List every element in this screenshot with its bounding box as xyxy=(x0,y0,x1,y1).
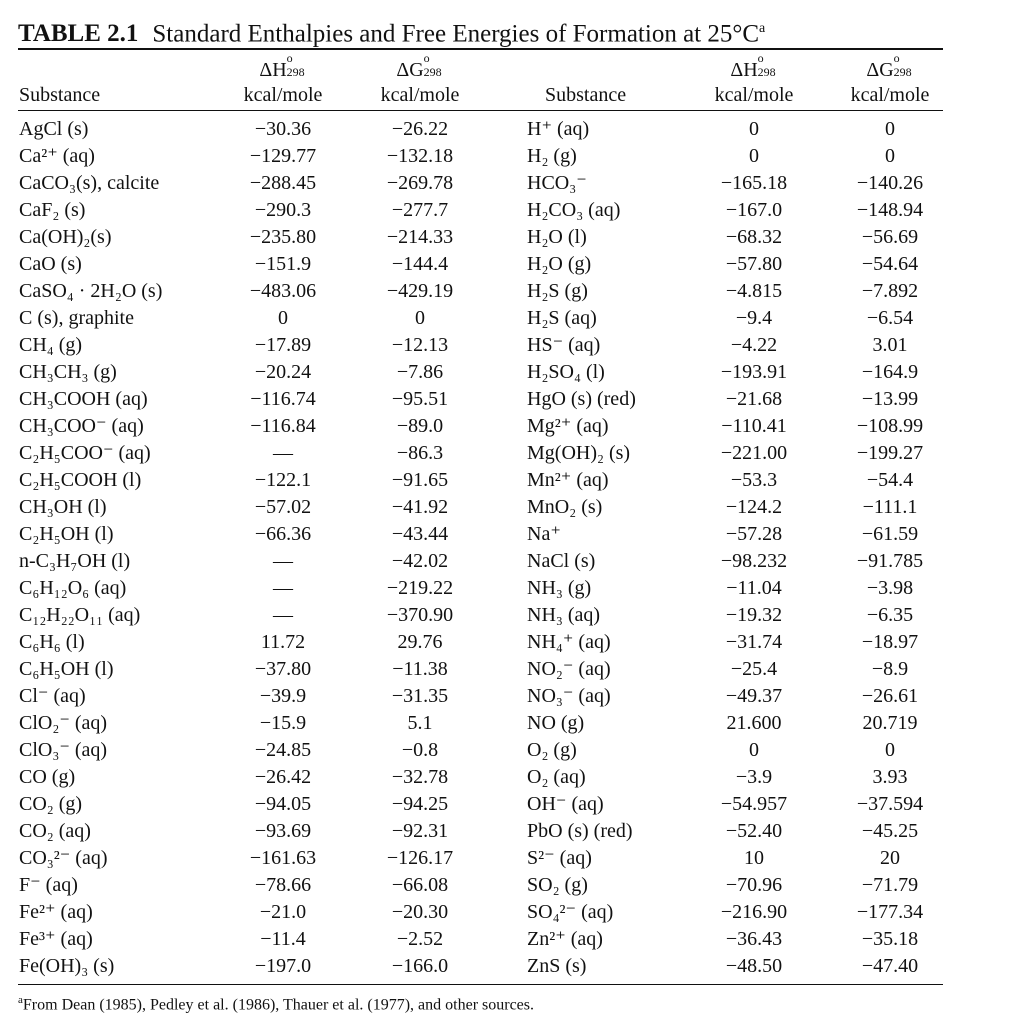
cell-free-energy-left: −132.18 xyxy=(386,145,454,167)
cell-substance-left: C₂H₅COOH (l) xyxy=(19,469,142,491)
cell-enthalpy-left: −116.84 xyxy=(250,415,316,437)
cell-free-energy-right: −35.18 xyxy=(861,928,919,950)
cell-free-energy-right: −164.9 xyxy=(861,361,919,383)
cell-free-energy-right: −47.40 xyxy=(861,955,919,977)
cell-enthalpy-right: −9.4 xyxy=(735,307,773,329)
cell-enthalpy-left: −94.05 xyxy=(254,793,312,815)
cell-enthalpy-right: −49.37 xyxy=(725,685,783,707)
cell-free-energy-right: 3.01 xyxy=(872,334,908,356)
cell-substance-left: Ca(OH)₂(s) xyxy=(19,226,112,248)
cell-enthalpy-left: −151.9 xyxy=(254,253,312,275)
header-rule xyxy=(18,110,943,111)
header-substance-left: Substance xyxy=(19,84,101,106)
cell-free-energy-left: −277.7 xyxy=(391,199,449,221)
cell-substance-left: C (s), graphite xyxy=(19,307,134,329)
cell-substance-right: NH₄⁺ (aq) xyxy=(527,631,611,653)
cell-substance-left: ClO₃⁻ (aq) xyxy=(19,739,108,761)
cell-substance-left: CO₂ (g) xyxy=(19,793,83,815)
cell-free-energy-right: −199.27 xyxy=(856,442,924,464)
cell-free-energy-right: −177.34 xyxy=(856,901,924,923)
cell-substance-left: Fe³⁺ (aq) xyxy=(19,928,93,950)
cell-substance-right: Mg²⁺ (aq) xyxy=(527,415,609,437)
cell-free-energy-right: −26.61 xyxy=(861,685,919,707)
cell-free-energy-right: −37.594 xyxy=(856,793,924,815)
cell-substance-left: CaO (s) xyxy=(19,253,82,275)
cell-free-energy-left: −7.86 xyxy=(396,361,444,383)
cell-enthalpy-left: −11.4 xyxy=(260,928,306,950)
cell-substance-left: CO₃²⁻ (aq) xyxy=(19,847,108,869)
cell-enthalpy-right: −57.28 xyxy=(725,523,783,545)
cell-substance-right: H₂S (g) xyxy=(527,280,588,302)
cell-free-energy-right: 20.719 xyxy=(862,712,918,734)
cell-free-energy-right: −140.26 xyxy=(856,172,924,194)
cell-free-energy-left: −89.0 xyxy=(396,415,444,437)
cell-enthalpy-left: −290.3 xyxy=(254,199,312,221)
cell-substance-left: CH₃OH (l) xyxy=(19,496,107,518)
cell-enthalpy-right: −3.9 xyxy=(735,766,773,788)
cell-enthalpy-right: −110.41 xyxy=(721,415,787,437)
cell-free-energy-left: −429.19 xyxy=(386,280,454,302)
table-caption: Standard Enthalpies and Free Energies of Formation at 25°C xyxy=(152,20,760,48)
header-enthalpy-right xyxy=(689,51,819,108)
cell-free-energy-right: 0 xyxy=(885,145,895,167)
cell-enthalpy-left: — xyxy=(273,577,293,599)
cell-substance-right: H⁺ (aq) xyxy=(527,118,590,140)
cell-enthalpy-left: −197.0 xyxy=(254,955,312,977)
free-energy-unit: kcal/mole xyxy=(380,84,460,106)
cell-substance-left: C₆H₁₂O₆ (aq) xyxy=(19,577,127,599)
cell-free-energy-left: −86.3 xyxy=(396,442,444,464)
cell-substance-left: CO (g) xyxy=(19,766,76,788)
cell-free-energy-right: 0 xyxy=(885,739,895,761)
footnote-text: From Dean (1985), Pedley et al. (1986), Thauer et al. (1977), and other sources. xyxy=(22,996,534,1014)
cell-enthalpy-left: −21.0 xyxy=(259,901,307,923)
cell-substance-right: S²⁻ (aq) xyxy=(527,847,592,869)
cell-substance-right: O₂ (aq) xyxy=(527,766,586,788)
cell-free-energy-right: −8.9 xyxy=(871,658,909,680)
cell-substance-left: CaCO₃(s), calcite xyxy=(19,172,160,194)
cell-enthalpy-left: −161.63 xyxy=(249,847,317,869)
cell-free-energy-left: −2.52 xyxy=(396,928,444,950)
cell-substance-left: F⁻ (aq) xyxy=(19,874,78,896)
cell-enthalpy-left: −39.9 xyxy=(259,685,307,707)
cell-enthalpy-left: −129.77 xyxy=(249,145,317,167)
cell-free-energy-right: −54.64 xyxy=(861,253,919,275)
cell-enthalpy-left: −17.89 xyxy=(254,334,312,356)
cell-substance-left: CH₄ (g) xyxy=(19,334,83,356)
cell-free-energy-right: −13.99 xyxy=(861,388,919,410)
cell-substance-right: SO₄²⁻ (aq) xyxy=(527,901,614,923)
cell-substance-right: NH₃ (g) xyxy=(527,577,592,599)
cell-free-energy-left: −214.33 xyxy=(386,226,454,248)
cell-free-energy-right: −54.4 xyxy=(866,469,914,491)
cell-enthalpy-right: −53.3 xyxy=(730,469,778,491)
cell-substance-right: Mn²⁺ (aq) xyxy=(527,469,609,491)
cell-free-energy-left: −43.44 xyxy=(391,523,449,545)
cell-free-energy-left: 5.1 xyxy=(407,712,433,734)
cell-free-energy-left: −42.02 xyxy=(391,550,449,572)
cell-substance-right: H₂ (g) xyxy=(527,145,577,167)
cell-enthalpy-right: −167.0 xyxy=(725,199,783,221)
header-free-energy-right xyxy=(825,51,955,108)
cell-enthalpy-right: −193.91 xyxy=(720,361,788,383)
cell-substance-right: NO₂⁻ (aq) xyxy=(527,658,611,680)
cell-enthalpy-left: −78.66 xyxy=(254,874,312,896)
cell-enthalpy-right: −25.4 xyxy=(730,658,778,680)
cell-substance-right: NO (g) xyxy=(527,712,585,734)
cell-enthalpy-left: −93.69 xyxy=(254,820,312,842)
header-free-energy-left xyxy=(355,51,485,108)
cell-substance-left: C₂H₅COO⁻ (aq) xyxy=(19,442,151,464)
cell-substance-right: PbO (s) (red) xyxy=(527,820,633,842)
cell-substance-left: Fe²⁺ (aq) xyxy=(19,901,93,923)
cell-free-energy-left: −370.90 xyxy=(386,604,454,626)
cell-enthalpy-right: 10 xyxy=(744,847,764,869)
cell-substance-right: O₂ (g) xyxy=(527,739,577,761)
cell-substance-left: Fe(OH)₃ (s) xyxy=(19,955,115,977)
cell-enthalpy-right: −31.74 xyxy=(725,631,783,653)
cell-enthalpy-right: −57.80 xyxy=(725,253,783,275)
cell-enthalpy-right: 21.600 xyxy=(726,712,782,734)
cell-free-energy-right: 0 xyxy=(885,118,895,140)
cell-enthalpy-left: −122.1 xyxy=(254,469,312,491)
cell-substance-left: C₆H₆ (l) xyxy=(19,631,85,653)
cell-substance-right: NO₃⁻ (aq) xyxy=(527,685,611,707)
cell-substance-left: C₆H₅OH (l) xyxy=(19,658,114,680)
cell-enthalpy-left: −57.02 xyxy=(254,496,312,518)
cell-free-energy-right: −7.892 xyxy=(861,280,919,302)
cell-free-energy-left: −219.22 xyxy=(386,577,454,599)
cell-enthalpy-right: −4.22 xyxy=(730,334,778,356)
enthalpy-symbol: ΔH o 298 xyxy=(259,51,305,81)
cell-free-energy-left: −20.30 xyxy=(391,901,449,923)
cell-enthalpy-left: −20.24 xyxy=(254,361,312,383)
header-enthalpy-left xyxy=(218,51,348,108)
cell-free-energy-left: −166.0 xyxy=(391,955,449,977)
cell-substance-right: NaCl (s) xyxy=(527,550,596,572)
cell-enthalpy-left: −15.9 xyxy=(259,712,307,734)
cell-enthalpy-right: 0 xyxy=(749,118,759,140)
cell-free-energy-left: −66.08 xyxy=(391,874,449,896)
footnote-mark: a xyxy=(18,994,23,1006)
cell-substance-left: n-C₃H₇OH (l) xyxy=(19,550,131,572)
cell-substance-right: Zn²⁺ (aq) xyxy=(527,928,603,950)
cell-free-energy-right: 20 xyxy=(880,847,900,869)
cell-free-energy-left: −126.17 xyxy=(386,847,454,869)
cell-enthalpy-left: −66.36 xyxy=(254,523,312,545)
cell-free-energy-left: −11.38 xyxy=(392,658,448,680)
table-label: TABLE 2.1 xyxy=(18,20,139,48)
cell-enthalpy-left: −483.06 xyxy=(249,280,317,302)
cell-enthalpy-left: 11.72 xyxy=(260,631,306,653)
cell-enthalpy-right: −124.2 xyxy=(725,496,783,518)
cell-substance-left: CH₃COO⁻ (aq) xyxy=(19,415,144,437)
cell-substance-left: CO₂ (aq) xyxy=(19,820,91,842)
table-title xyxy=(18,14,948,49)
cell-free-energy-left: −31.35 xyxy=(391,685,449,707)
cell-substance-right: Na⁺ xyxy=(527,523,561,545)
cell-enthalpy-right: −48.50 xyxy=(725,955,783,977)
cell-free-energy-right: −56.69 xyxy=(861,226,919,248)
cell-free-energy-right: −111.1 xyxy=(862,496,918,518)
free-energy-symbol: ΔG o 298 xyxy=(396,51,442,81)
cell-free-energy-right: −18.97 xyxy=(861,631,919,653)
cell-enthalpy-left: — xyxy=(273,442,293,464)
enthalpy-symbol: ΔH o 298 xyxy=(730,51,776,81)
cell-substance-right: SO₂ (g) xyxy=(527,874,588,896)
cell-free-energy-left: −269.78 xyxy=(386,172,454,194)
cell-enthalpy-left: −37.80 xyxy=(254,658,312,680)
cell-enthalpy-right: −68.32 xyxy=(725,226,783,248)
cell-substance-right: H₂CO₃ (aq) xyxy=(527,199,621,221)
cell-substance-left: C₂H₅OH (l) xyxy=(19,523,114,545)
cell-enthalpy-right: −70.96 xyxy=(725,874,783,896)
cell-enthalpy-right: −98.232 xyxy=(720,550,788,572)
cell-free-energy-right: −108.99 xyxy=(856,415,924,437)
cell-enthalpy-left: −235.80 xyxy=(249,226,317,248)
header-substance-right: Substance xyxy=(545,84,627,106)
cell-free-energy-left: 29.76 xyxy=(397,631,443,653)
cell-substance-left: Cl⁻ (aq) xyxy=(19,685,86,707)
cell-free-energy-right: −61.59 xyxy=(861,523,919,545)
cell-free-energy-right: −3.98 xyxy=(866,577,914,599)
cell-enthalpy-right: −19.32 xyxy=(725,604,783,626)
cell-enthalpy-right: −165.18 xyxy=(720,172,788,194)
cell-enthalpy-left: −30.36 xyxy=(254,118,312,140)
top-rule xyxy=(18,48,943,50)
cell-enthalpy-right: 0 xyxy=(749,145,759,167)
cell-free-energy-right: 3.93 xyxy=(872,766,908,788)
cell-substance-right: H₂SO₄ (l) xyxy=(527,361,605,383)
cell-free-energy-right: −6.54 xyxy=(866,307,914,329)
free-energy-unit: kcal/mole xyxy=(850,84,930,106)
cell-enthalpy-left: −24.85 xyxy=(254,739,312,761)
cell-substance-left: Ca²⁺ (aq) xyxy=(19,145,95,167)
free-energy-symbol: ΔG o 298 xyxy=(866,51,912,81)
cell-enthalpy-left: — xyxy=(273,604,293,626)
cell-free-energy-left: 0 xyxy=(415,307,425,329)
cell-enthalpy-right: −54.957 xyxy=(720,793,788,815)
cell-enthalpy-right: −11.04 xyxy=(726,577,782,599)
cell-substance-left: CaSO₄ · 2H₂O (s) xyxy=(19,280,163,302)
cell-enthalpy-right: −4.815 xyxy=(725,280,783,302)
cell-free-energy-right: −45.25 xyxy=(861,820,919,842)
cell-substance-right: H₂S (aq) xyxy=(527,307,597,329)
cell-enthalpy-right: 0 xyxy=(749,739,759,761)
enthalpy-unit: kcal/mole xyxy=(243,84,323,106)
cell-free-energy-left: −26.22 xyxy=(391,118,449,140)
cell-substance-right: MnO₂ (s) xyxy=(527,496,603,518)
cell-free-energy-left: −94.25 xyxy=(391,793,449,815)
cell-enthalpy-right: −52.40 xyxy=(725,820,783,842)
cell-enthalpy-left: — xyxy=(273,550,293,572)
cell-substance-left: CH₃COOH (aq) xyxy=(19,388,148,410)
cell-substance-left: AgCl (s) xyxy=(19,118,89,140)
cell-enthalpy-right: −36.43 xyxy=(725,928,783,950)
cell-substance-right: HgO (s) (red) xyxy=(527,388,636,410)
title-footnote-mark: a xyxy=(759,21,766,36)
cell-substance-right: H₂O (g) xyxy=(527,253,592,275)
cell-substance-left: CH₃CH₃ (g) xyxy=(19,361,117,383)
cell-free-energy-left: −92.31 xyxy=(391,820,449,842)
cell-free-energy-left: −144.4 xyxy=(391,253,449,275)
cell-free-energy-left: −91.65 xyxy=(391,469,449,491)
cell-substance-left: CaF₂ (s) xyxy=(19,199,86,221)
cell-substance-right: Mg(OH)₂ (s) xyxy=(527,442,631,464)
cell-free-energy-left: −32.78 xyxy=(391,766,449,788)
cell-substance-left: ClO₂⁻ (aq) xyxy=(19,712,108,734)
table-footnote xyxy=(18,990,948,1015)
cell-free-energy-left: −12.13 xyxy=(391,334,449,356)
cell-free-energy-right: −6.35 xyxy=(866,604,914,626)
bottom-rule xyxy=(18,984,943,985)
cell-substance-right: OH⁻ (aq) xyxy=(527,793,604,815)
cell-substance-right: ZnS (s) xyxy=(527,955,587,977)
cell-substance-right: HS⁻ (aq) xyxy=(527,334,601,356)
cell-substance-right: NH₃ (aq) xyxy=(527,604,601,626)
cell-substance-right: HCO₃⁻ xyxy=(527,172,587,194)
cell-free-energy-right: −71.79 xyxy=(861,874,919,896)
cell-enthalpy-right: −21.68 xyxy=(725,388,783,410)
cell-free-energy-right: −148.94 xyxy=(856,199,924,221)
cell-enthalpy-right: −216.90 xyxy=(720,901,788,923)
cell-enthalpy-left: −116.74 xyxy=(250,388,316,410)
cell-enthalpy-left: 0 xyxy=(278,307,288,329)
cell-free-energy-left: −41.92 xyxy=(391,496,449,518)
enthalpy-unit: kcal/mole xyxy=(714,84,794,106)
cell-free-energy-left: −0.8 xyxy=(401,739,439,761)
cell-free-energy-right: −91.785 xyxy=(856,550,924,572)
cell-substance-left: C₁₂H₂₂O₁₁ (aq) xyxy=(19,604,141,626)
cell-enthalpy-left: −288.45 xyxy=(249,172,317,194)
cell-enthalpy-left: −26.42 xyxy=(254,766,312,788)
cell-free-energy-left: −95.51 xyxy=(391,388,449,410)
cell-enthalpy-right: −221.00 xyxy=(720,442,788,464)
cell-substance-right: H₂O (l) xyxy=(527,226,587,248)
